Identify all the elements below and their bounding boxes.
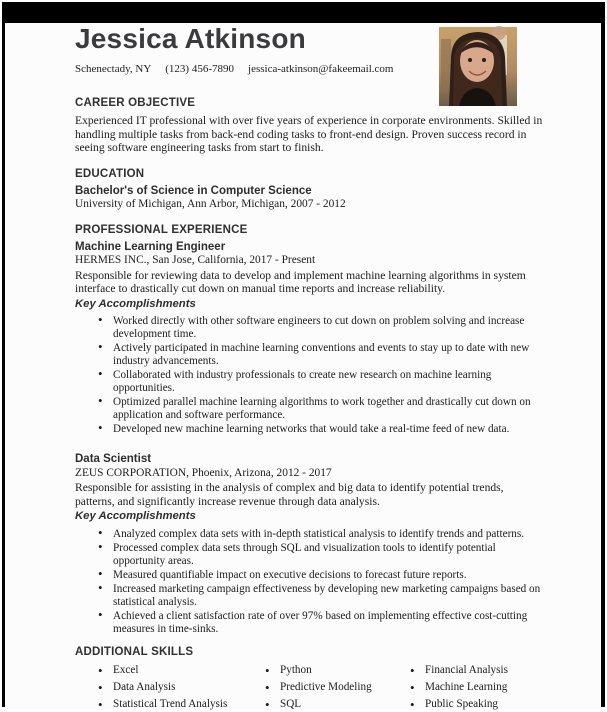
resume-page bbox=[5, 23, 601, 709]
job-company-line: ZEUS CORPORATION, Phoenix, Arizona, 2012 - 2017 bbox=[75, 466, 332, 479]
bullet-item: • Achieved a client satisfaction rate of over 97% based on implementing effective cost-cutting measures in time-sinks. bbox=[113, 610, 545, 636]
skill-item: • Python bbox=[280, 663, 408, 679]
section-education bbox=[75, 167, 545, 212]
skill-item: • Data Analysis bbox=[113, 680, 263, 696]
job-summary: Responsible for assisting in the analysis of complex and big data to identify potential trends, patterns, and significantly increase revenue through data analysis. bbox=[75, 481, 504, 508]
job-title: Data Scientist bbox=[75, 453, 152, 466]
additional-skills-heading: ADDITIONAL SKILLS bbox=[75, 646, 194, 659]
job-data-scientist bbox=[75, 453, 545, 636]
key-accomplishments-label: Key Accomplishments bbox=[75, 510, 196, 523]
skills-column-3 bbox=[408, 662, 545, 712]
bullet-item: • Collaborated with industry professionals to create new research on machine learning opportunities. bbox=[113, 369, 545, 395]
bullet-item: • Developed new machine learning networks that would take a real-time feed of new data. bbox=[113, 423, 545, 436]
skills-column-1 bbox=[96, 662, 263, 712]
bullet-item: • Optimized parallel machine learning algorithms to work together and drastically cut down on application and software performance. bbox=[113, 396, 545, 422]
black-frame bbox=[2, 2, 605, 710]
job-company-line: HERMES INC., San Jose, California, 2017 - Present bbox=[75, 254, 316, 266]
bullet-item: • Analyzed complex data sets with in-depth statistical analysis to identify trends and patterns. bbox=[113, 528, 545, 541]
experience-heading: PROFESSIONAL EXPERIENCE bbox=[75, 223, 248, 236]
skill-item: • Public Speaking bbox=[425, 697, 545, 712]
contact-email: jessica-atkinson@fakeemail.com bbox=[248, 63, 394, 75]
bullet-item: • Processed complex data sets through SQL and visualization tools to identify potential opportunity areas. bbox=[113, 542, 545, 568]
skill-item: • Predictive Modeling bbox=[280, 680, 408, 696]
header bbox=[75, 23, 545, 76]
education-degree: Bachelor's of Science in Computer Science bbox=[75, 184, 312, 197]
skill-item: • Excel bbox=[113, 663, 263, 679]
bullet-item: • Worked directly with other software engineers to cut down on problem solving and increase development time. bbox=[113, 315, 545, 341]
contact-phone: (123) 456-7890 bbox=[165, 63, 235, 75]
bullet-item: • Increased marketing campaign effectiveness by developing new marketing campaigns based on statistical analysis. bbox=[113, 583, 545, 609]
skill-item: • Statistical Trend Analysis bbox=[113, 697, 263, 712]
skill-item: • Financial Analysis bbox=[425, 663, 545, 679]
section-additional-skills bbox=[75, 645, 545, 712]
key-accomplishments-label: Key Accomplishments bbox=[75, 297, 196, 310]
job-summary: Responsible for reviewing data to develop and implement machine learning algorithms in system interface to drastically cut down on manual time reports and increase reliability. bbox=[75, 268, 526, 295]
contact-location: Schenectady, NY bbox=[75, 63, 152, 75]
job-machine-learning-engineer bbox=[75, 241, 545, 437]
skill-item: • SQL bbox=[280, 697, 408, 712]
career-objective-heading: CAREER OBJECTIVE bbox=[75, 97, 196, 109]
job-bullet-list bbox=[75, 315, 545, 436]
skills-grid bbox=[75, 662, 545, 712]
candidate-name: Jessica Atkinson bbox=[75, 23, 306, 54]
job-title: Machine Learning Engineer bbox=[75, 240, 226, 253]
education-heading: EDUCATION bbox=[75, 167, 145, 180]
skill-item: • Machine Learning bbox=[425, 680, 545, 696]
profile-photo bbox=[439, 27, 517, 106]
education-school: University of Michigan, Ann Arbor, Michigan, 2007 - 2012 bbox=[75, 198, 346, 210]
section-experience bbox=[75, 223, 545, 637]
job-bullet-list bbox=[75, 528, 545, 636]
bullet-item: • Measured quantifiable impact on executive decisions to forecast future reports. bbox=[113, 569, 545, 582]
career-objective-text: Experienced IT professional with over five years of experience in corporate environments. Skilled in handling multiple tasks from back-end coding tasks to front-end design. Proven success record in seeing software engineering tasks from start to finish. bbox=[75, 114, 543, 154]
skills-column-2 bbox=[263, 662, 408, 712]
bullet-item: • Actively participated in machine learning conventions and events to stay up to date with new industry advancements. bbox=[113, 342, 545, 368]
